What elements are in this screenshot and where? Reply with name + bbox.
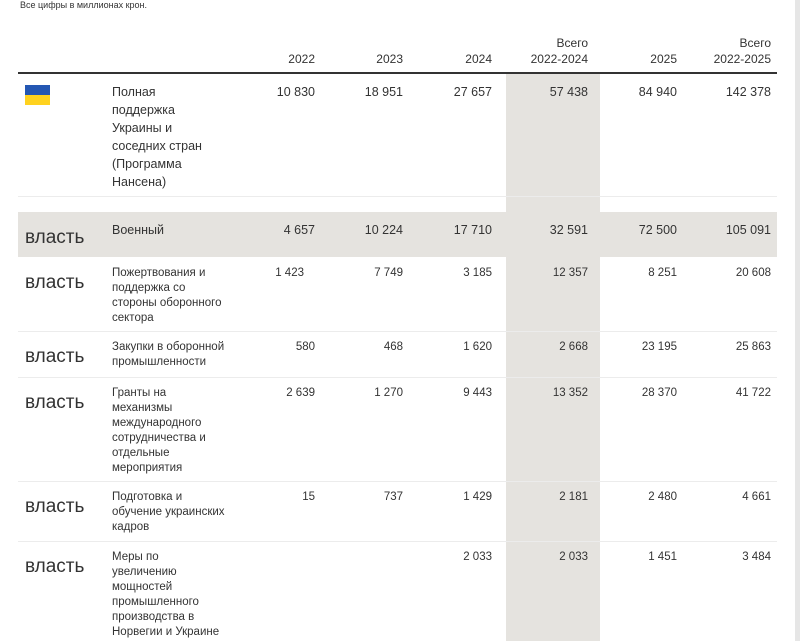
cell-2023: 468 bbox=[383, 341, 403, 353]
row-prefix: власть bbox=[25, 392, 85, 413]
row-label: Закупки в оборонной промышленности bbox=[112, 341, 225, 368]
cell-2025: 23 195 bbox=[641, 341, 677, 353]
cell-2024: 27 657 bbox=[453, 85, 492, 99]
cell-total-2022-2024: 12 357 bbox=[552, 267, 588, 279]
cell-2024: 2 033 bbox=[463, 551, 492, 563]
row-prefix: власть bbox=[25, 556, 85, 577]
cell-2023: 10 224 bbox=[364, 223, 403, 237]
cell-total-2022-2025: 20 608 bbox=[735, 267, 771, 279]
ukraine-flag-icon bbox=[25, 85, 50, 105]
cell-total-2022-2025: 105 091 bbox=[725, 223, 771, 237]
cell-total-2022-2024: 32 591 bbox=[549, 223, 588, 237]
cell-2025: 28 370 bbox=[641, 387, 677, 399]
cell-total-2022-2024: 2 033 bbox=[559, 551, 588, 563]
header-total-2022-2024: Всего 2022-2024 bbox=[530, 36, 588, 66]
row-label: Подготовка и обучение украинских кадров bbox=[112, 491, 225, 533]
cell-2024: 3 185 bbox=[463, 267, 492, 279]
cell-total-2022-2025: 25 863 bbox=[735, 341, 771, 353]
row-label: Военный bbox=[112, 223, 165, 237]
cell-2022: 580 bbox=[295, 341, 315, 353]
cell-total-2022-2025: 4 661 bbox=[742, 491, 771, 503]
cell-2025: 2 480 bbox=[648, 491, 677, 503]
cell-total-2022-2025: 142 378 bbox=[725, 85, 771, 99]
row-label: Полная поддержка Украины и соседних стран (Программа Нансена) bbox=[112, 85, 202, 189]
row-label: Меры по увеличению мощностей промышленного производства в Норвегии и Украине bbox=[112, 551, 220, 638]
cell-total-2022-2024: 13 352 bbox=[552, 387, 588, 399]
header-2022: 2022 bbox=[288, 52, 315, 66]
cell-2024: 17 710 bbox=[453, 223, 492, 237]
cell-2022: 10 830 bbox=[276, 85, 315, 99]
row-label: Гранты на механизмы международного сотрудничества и отдельные мероприятия bbox=[112, 387, 206, 474]
units-note: Все цифры в миллионах крон. bbox=[20, 0, 147, 10]
cell-2022: 4 657 bbox=[283, 223, 315, 237]
row-label: Пожертвования и поддержка со стороны оборонного сектора bbox=[112, 267, 222, 324]
cell-2022: 15 bbox=[302, 491, 315, 503]
header-total-2022-2025: Всего 2022-2025 bbox=[713, 36, 771, 66]
row-prefix: власть bbox=[25, 272, 85, 293]
header-2025: 2025 bbox=[650, 52, 677, 66]
cell-2022: 1 423 bbox=[275, 267, 304, 279]
cell-2024: 1 620 bbox=[463, 341, 492, 353]
cell-total-2022-2025: 41 722 bbox=[735, 387, 771, 399]
cell-2025: 1 451 bbox=[648, 551, 677, 563]
header-rule bbox=[18, 72, 777, 74]
cell-2023: 18 951 bbox=[364, 85, 403, 99]
cell-2023: 7 749 bbox=[374, 267, 403, 279]
cell-total-2022-2025: 3 484 bbox=[742, 551, 771, 563]
header-2024: 2024 bbox=[465, 52, 492, 66]
row-prefix: власть bbox=[25, 496, 85, 517]
row-prefix: власть bbox=[25, 227, 85, 248]
cell-total-2022-2024: 2 181 bbox=[559, 491, 588, 503]
cell-2025: 84 940 bbox=[638, 85, 677, 99]
cell-total-2022-2024: 57 438 bbox=[549, 85, 588, 99]
cell-2023: 737 bbox=[383, 491, 403, 503]
cell-2025: 8 251 bbox=[648, 267, 677, 279]
row-prefix: власть bbox=[25, 346, 85, 367]
cell-2022: 2 639 bbox=[286, 387, 315, 399]
cell-2025: 72 500 bbox=[638, 223, 677, 237]
header-2023: 2023 bbox=[376, 52, 403, 66]
cell-2023: 1 270 bbox=[374, 387, 403, 399]
cell-2024: 9 443 bbox=[463, 387, 492, 399]
cell-2024: 1 429 bbox=[463, 491, 492, 503]
cell-total-2022-2024: 2 668 bbox=[559, 341, 588, 353]
scrollbar[interactable] bbox=[795, 0, 800, 641]
